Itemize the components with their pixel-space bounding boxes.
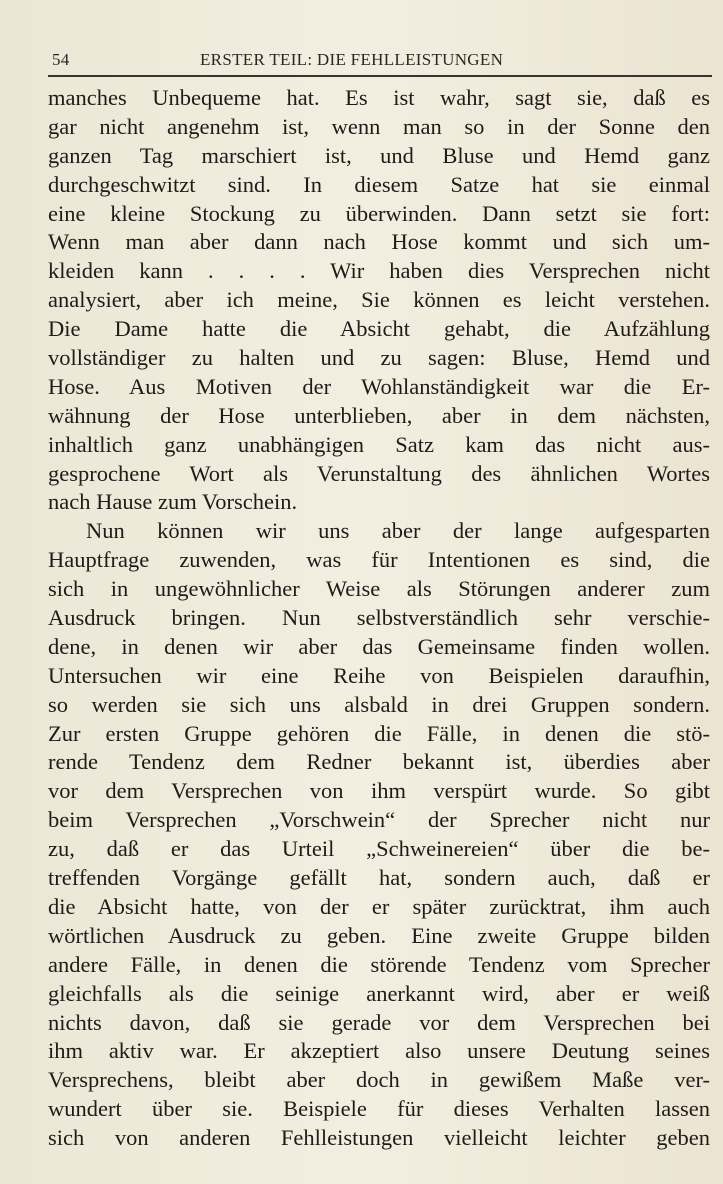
text-line: Ausdruck bringen. Nun selbstverständlich sehr verschie- — [48, 605, 710, 631]
running-title: ERSTER TEIL: DIE FEHLLEISTUNGEN — [200, 50, 504, 69]
page-number: 54 — [52, 50, 70, 69]
text-line: analysiert, aber ich meine, Sie können es leicht verstehen. — [48, 287, 710, 313]
text-line: die Absicht hatte, von der er später zurücktrat, ihm auch — [48, 893, 710, 919]
text-line: wörtlichen Ausdruck zu geben. Eine zweite Gruppe bilden — [48, 922, 710, 948]
text-line: gleichfalls als die seinige anerkannt wird, aber er weiß — [48, 980, 710, 1006]
text-line: Hauptfrage zuwenden, was für Intentionen es sind, die — [48, 547, 710, 573]
text-line: vollständiger zu halten und zu sagen: Bluse, Hemd und — [48, 345, 710, 371]
body-text — [48, 84, 710, 1153]
text-line: vor dem Versprechen von ihm verspürt wurde. So gibt — [48, 778, 710, 804]
text-line: ihm aktiv war. Er akzeptiert also unsere Deutung seines — [48, 1038, 710, 1064]
text-line: zu, daß er das Urteil „Schweinereien“ über die be- — [48, 836, 710, 862]
text-line: Die Dame hatte die Absicht gehabt, die Aufzählung — [48, 316, 710, 342]
text-line: wundert über sie. Beispiele für dieses Verhalten lassen — [48, 1096, 710, 1122]
text-line: manches Unbequeme hat. Es ist wahr, sagt sie, daß es — [48, 85, 710, 110]
text-line: beim Versprechen „Vorschwein“ der Sprecher nicht nur — [48, 807, 710, 833]
text-line: gesprochene Wort als Verunstaltung des ähnlichen Wortes — [48, 460, 710, 486]
text-line: Versprechens, bleibt aber doch in gewißem Maße ver- — [48, 1067, 710, 1093]
text-line: gar nicht angenehm ist, wenn man so in der Sonne den — [48, 113, 710, 139]
text-line: wähnung der Hose unterblieben, aber in dem nächsten, — [48, 402, 710, 428]
text-line: Hose. Aus Motiven der Wohlanständigkeit war die Er- — [48, 373, 710, 399]
text-line: kleiden kann . . . . Wir haben dies Versprechen nicht — [48, 258, 710, 284]
text-line: so werden sie sich uns alsbald in drei Gruppen sondern. — [48, 691, 710, 717]
text-line: inhaltlich ganz unabhängigen Satz kam das nicht aus- — [48, 431, 710, 457]
text-line: Untersuchen wir eine Reihe von Beispielen daraufhin, — [48, 662, 710, 688]
text-line: sich von anderen Fehlleistungen vielleicht leichter geben — [48, 1125, 710, 1151]
text-line: nichts davon, daß sie gerade vor dem Versprechen bei — [48, 1009, 710, 1035]
text-line: sich in ungewöhnlicher Weise als Störungen anderer zum — [48, 576, 710, 602]
text-line: Wenn man aber dann nach Hose kommt und sich um- — [48, 229, 710, 255]
paragraph-start-line: Nun können wir uns aber der lange aufgesparten — [86, 518, 710, 544]
text-line: dene, in denen wir aber das Gemeinsame finden wollen. — [48, 633, 710, 659]
text-line: treffenden Vorgänge gefällt hat, sondern auch, daß er — [48, 865, 710, 891]
header-rule — [48, 75, 712, 77]
text-line: Zur ersten Gruppe gehören die Fälle, in denen die stö- — [48, 720, 710, 746]
text-line: eine kleine Stockung zu überwinden. Dann setzt sie fort: — [48, 200, 710, 226]
paragraph-end-line: nach Hause zum Vorschein. — [48, 489, 298, 515]
page-header — [52, 50, 712, 74]
text-line: ganzen Tag marschiert ist, und Bluse und Hemd ganz — [48, 142, 710, 168]
text-line: andere Fälle, in denen die störende Tendenz vom Sprecher — [48, 951, 710, 977]
text-line: rende Tendenz dem Redner bekannt ist, überdies aber — [48, 749, 710, 775]
text-line: durchgeschwitzt sind. In diesem Satze hat sie einmal — [48, 171, 710, 197]
